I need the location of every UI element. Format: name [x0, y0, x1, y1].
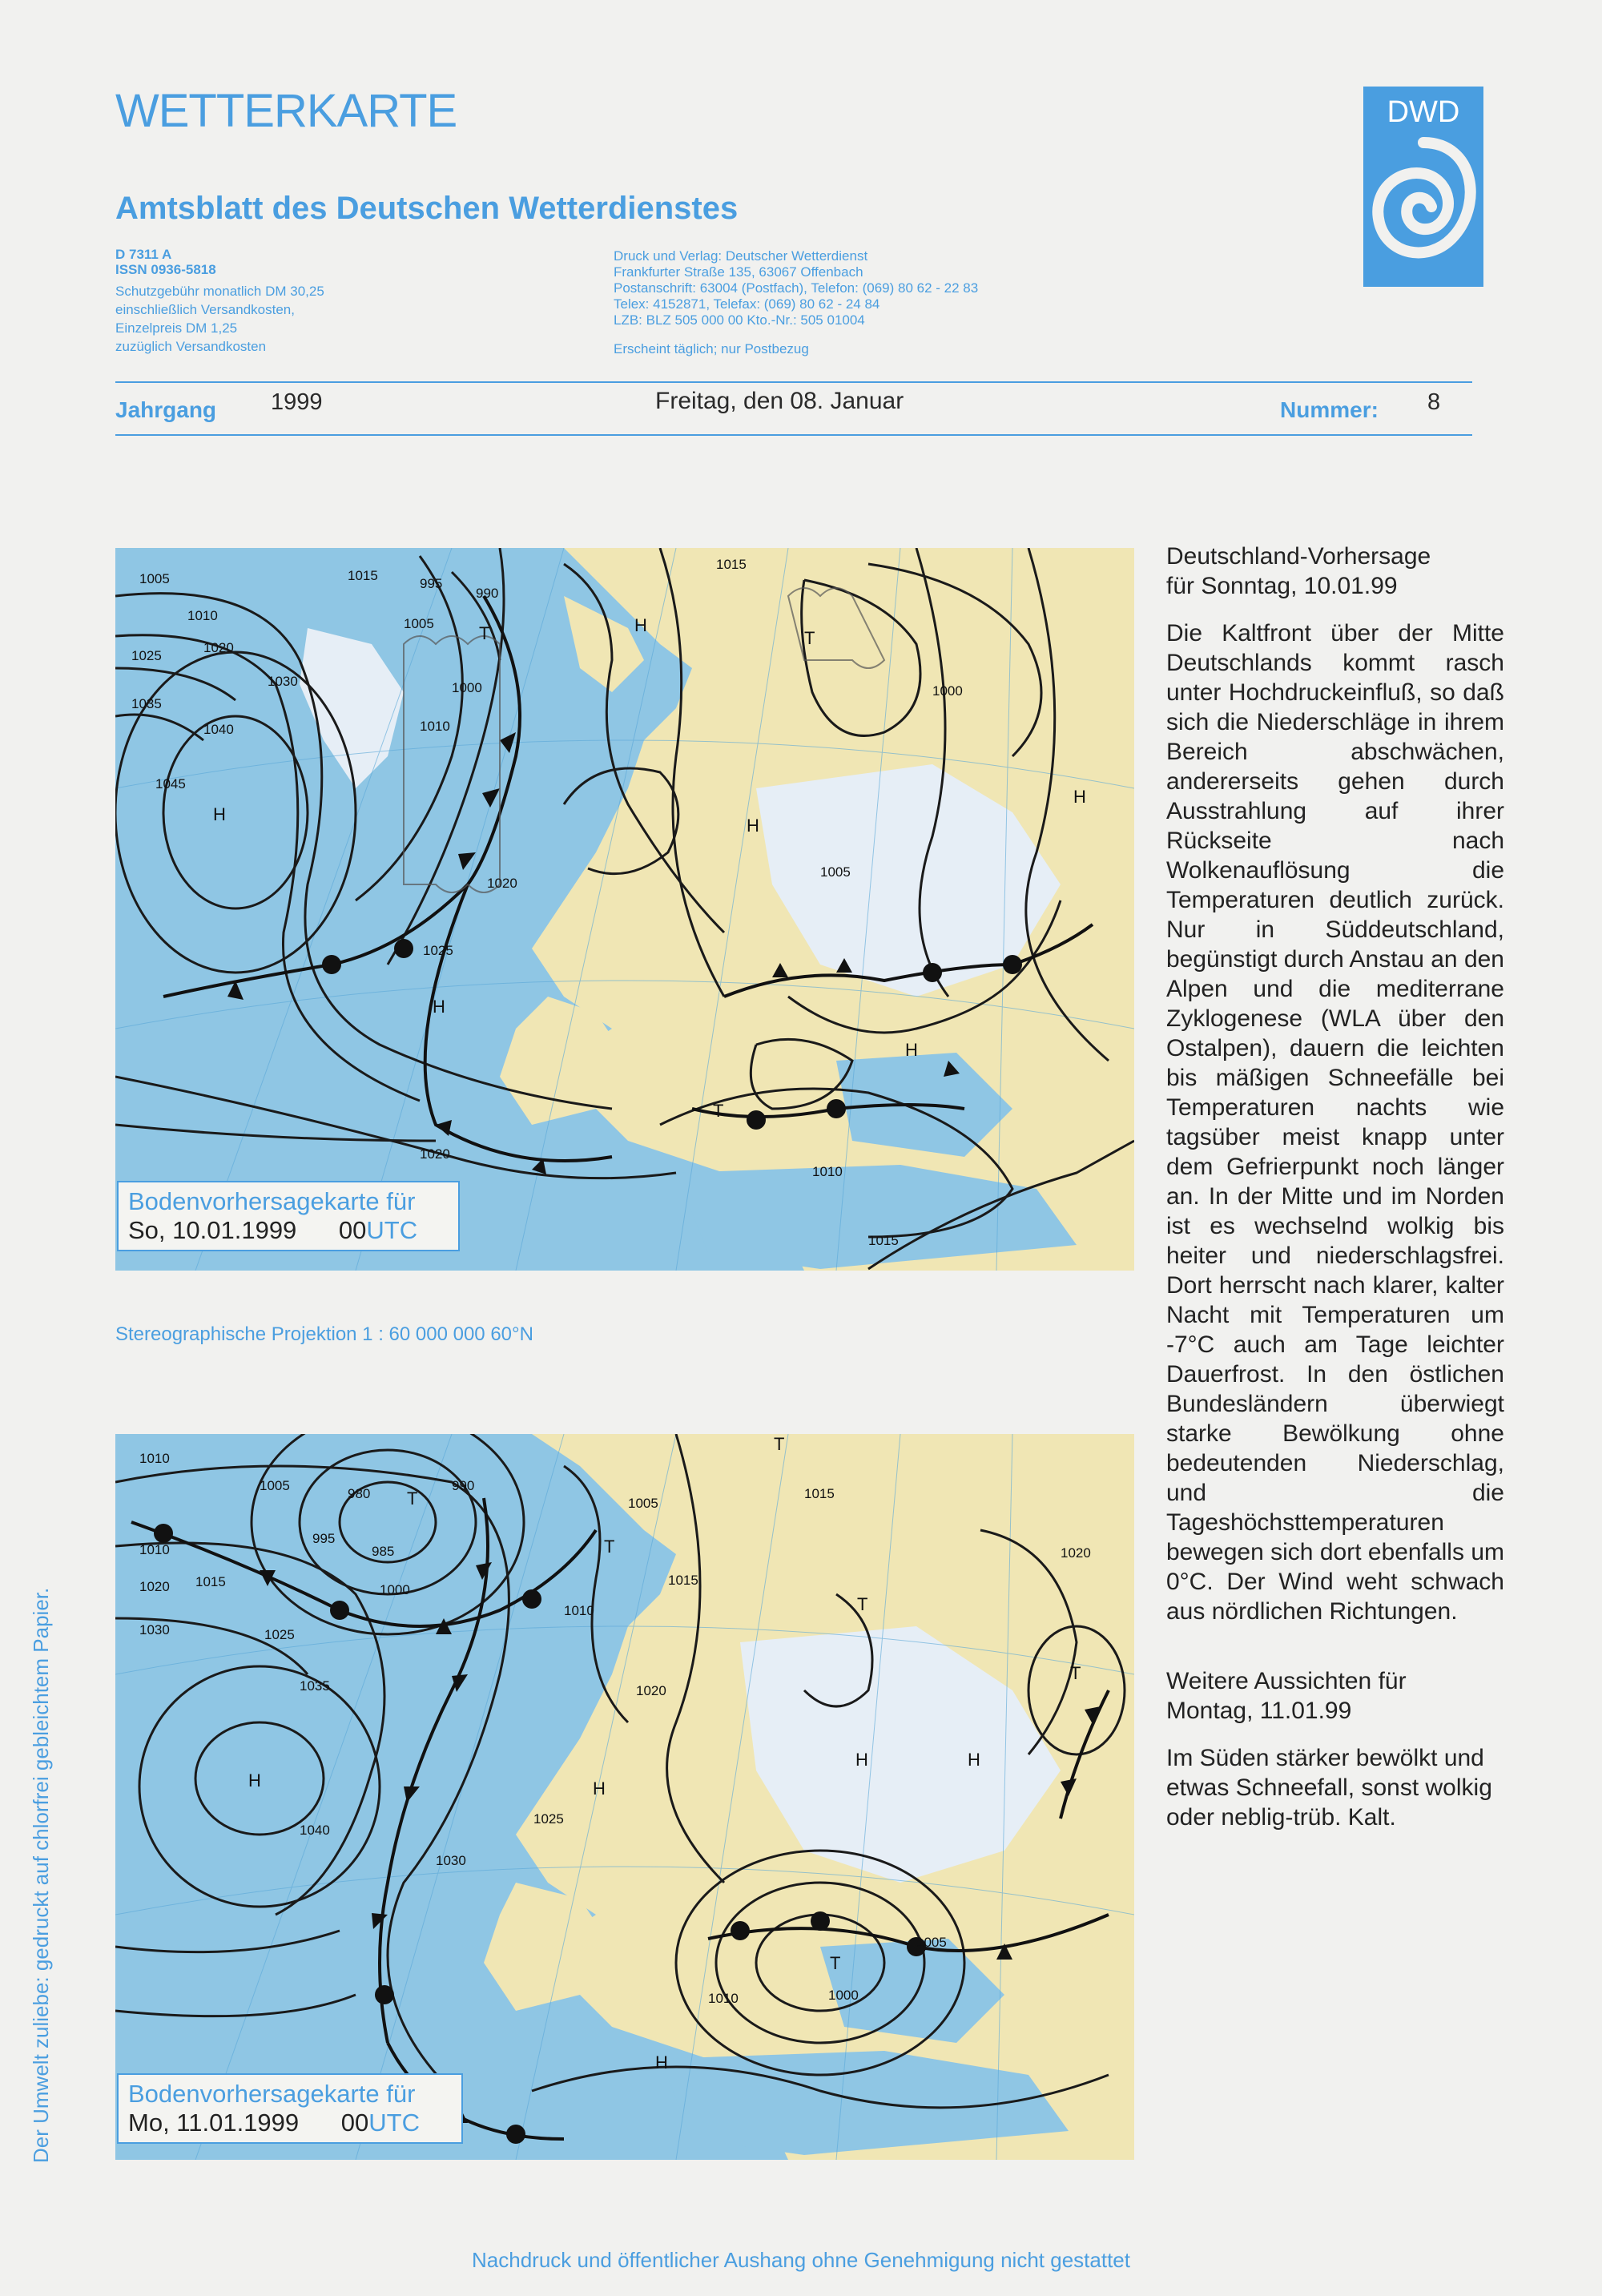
forecast-heading: [1166, 542, 1504, 601]
meta-line: LZB: BLZ 505 000 00 Kto.-Nr.: 505 01004: [614, 312, 865, 328]
isobar-label: 980: [348, 1486, 371, 1501]
isobar-label: 1020: [1061, 1545, 1091, 1561]
environment-note: Der Umwelt zuliebe: gedruckt auf chlorfrei gebleichtem Papier.: [29, 1587, 53, 2163]
pressure-center: T: [713, 1101, 724, 1121]
isobar-label: 1020: [203, 640, 234, 655]
pressure-center: H: [1073, 787, 1086, 807]
isobar-label: 995: [312, 1531, 336, 1546]
publication-meta-left: [115, 245, 324, 356]
isobar-label: 1000: [932, 683, 963, 699]
isobar-label: 1010: [420, 719, 450, 734]
pressure-center: T: [1070, 1663, 1081, 1683]
pressure-center: H: [747, 816, 759, 836]
isobar-label: 1015: [804, 1486, 835, 1501]
pressure-center: H: [655, 2052, 668, 2072]
pressure-center: T: [604, 1537, 615, 1557]
isobar-label: 1005: [404, 616, 434, 631]
isobar-label: 1005: [139, 571, 170, 586]
isobar-label: 990: [476, 586, 499, 601]
map1-caption: [117, 1181, 460, 1251]
header-divider: [115, 381, 1472, 383]
isobar-label: 1005: [260, 1478, 290, 1493]
caption-date: Mo, 11.01.1999: [128, 2109, 300, 2137]
weather-map-sunday: [115, 548, 1134, 1271]
isobar-label: 1015: [668, 1573, 698, 1588]
outlook-section: [1166, 1666, 1504, 1832]
header-divider: [115, 434, 1472, 436]
pressure-center: H: [213, 804, 226, 824]
isobar-label: 990: [452, 1478, 475, 1493]
dwd-logo: [1363, 87, 1483, 287]
isobar-label: 1010: [812, 1164, 843, 1179]
pressure-center: H: [433, 997, 445, 1017]
isobar-label: 1025: [264, 1627, 295, 1642]
nummer-label: Nummer:: [1280, 397, 1379, 422]
isobar-label: 1035: [300, 1678, 330, 1694]
outlook-heading-line1: Weitere Aussichten für: [1166, 1668, 1407, 1694]
issue-date: Freitag, den 08. Januar: [655, 388, 904, 414]
logo-text: DWD: [1387, 95, 1460, 129]
pressure-center: H: [968, 1750, 980, 1770]
isobar-label: 1045: [155, 776, 186, 792]
isobar-label: 1010: [187, 608, 218, 623]
caption-datetime: [128, 1216, 449, 1245]
forecast-section: [1166, 542, 1504, 1626]
isobar-label: 1010: [564, 1603, 594, 1618]
caption-utc: UTC: [368, 2109, 420, 2137]
isobar-label: 1010: [139, 1451, 170, 1466]
page-title: WETTERKARTE: [115, 85, 457, 137]
pressure-center: T: [479, 623, 490, 643]
isobar-label: 1040: [203, 722, 234, 737]
pressure-center: H: [593, 1778, 606, 1799]
jahrgang-label: Jahrgang: [115, 397, 217, 422]
isobar-label: 1025: [533, 1811, 564, 1827]
meta-line: D 7311 A: [115, 247, 172, 262]
meta-line: Telex: 4152871, Telefax: (069) 80 62 - 24 84: [614, 296, 880, 312]
isobar-label: 1015: [195, 1574, 226, 1589]
pressure-center: T: [774, 1434, 785, 1454]
isobar-label: 985: [372, 1544, 395, 1559]
isobar-label: 1035: [131, 696, 162, 711]
pressure-center: H: [634, 615, 647, 635]
isobar-label: 1025: [423, 943, 453, 958]
publication-meta-right: [614, 248, 978, 357]
caption-datetime: [128, 2109, 452, 2137]
map2-caption: [117, 2073, 463, 2144]
pressure-center: T: [804, 628, 815, 648]
isobar-label: 1020: [636, 1683, 666, 1698]
meta-line: Schutzgebühr monatlich DM 30,25: [115, 284, 324, 299]
caption-date: So, 10.01.1999: [128, 1216, 297, 1244]
pressure-center: H: [855, 1750, 868, 1770]
forecast-body: Die Kaltfront über der Mitte Deutschlands kommt rasch unter Hochdruckeinfluß, so daß sich die Niederschläge in ihrem Bereich abschwächen, andererseits gehen durch Ausstrahlung auf ihrer Rückseite nach Wolkenauflösung die Temperaturen deutlich zurück. Nur in Süddeutschland, begünstigt durch Anstau an den Alpen und die mediterrane Zyklogenese (WLA über den Ostalpen), dauern die leichten bis mäßigen Schneefälle bei Temperaturen nachts wie tagsüber meist knapp unter dem Gefrierpunkt noch länger an. In der Mitte und im Norden ist es wechselnd wolkig bis heiter und niederschlagsfrei. Dort herrscht nach klarer, kalter Nacht mit Temperaturen um -7°C auch am Tage leichter Dauerfrost. In den östlichen Bundesländern überwiegt starke Bewölkung ohne bedeutenden Niederschlag, und die Tageshöchsttemperaturen bewegen sich dort ebenfalls um 0°C. Der Wind weht schwach aus nördlichen Richtungen.: [1166, 620, 1504, 1625]
meta-line: Frankfurter Straße 135, 63067 Offenbach: [614, 264, 863, 280]
jahrgang-value: 1999: [271, 389, 323, 415]
forecast-heading-line1: Deutschland-Vorhersage: [1166, 543, 1431, 570]
isobar-label: 1005: [820, 864, 851, 880]
nummer-value: 8: [1427, 389, 1441, 415]
isobar-label: 1020: [420, 1146, 450, 1162]
meta-line: Postanschrift: 63004 (Postfach), Telefon: (069) 80 62 - 22 83: [614, 280, 979, 296]
isobar-label: 1005: [628, 1496, 658, 1511]
projection-note: Stereographische Projektion 1 : 60 000 000 60°N: [115, 1323, 533, 1345]
isobar-label: 1015: [868, 1233, 899, 1248]
isobar-label: 1005: [916, 1935, 947, 1950]
pressure-center: T: [830, 1953, 841, 1973]
caption-time: 00: [338, 1216, 367, 1244]
isobar-label: 1030: [139, 1622, 170, 1637]
caption-time: 00: [340, 2109, 369, 2137]
meta-line: Erscheint täglich; nur Postbezug: [614, 341, 809, 356]
meta-line: Einzelpreis DM 1,25: [115, 320, 238, 336]
isobar-label: 1000: [452, 680, 482, 695]
isobar-label: 1000: [828, 1988, 859, 2003]
page-subtitle: Amtsblatt des Deutschen Wetterdienstes: [115, 191, 739, 226]
caption-title: Bodenvorhersagekarte für: [128, 2080, 416, 2108]
pressure-center: T: [857, 1594, 868, 1614]
caption-utc: UTC: [366, 1216, 418, 1244]
isobar-label: 995: [420, 576, 443, 591]
meta-line: Druck und Verlag: Deutscher Wetterdienst: [614, 248, 868, 264]
pressure-center: H: [905, 1040, 918, 1060]
outlook-heading: [1166, 1666, 1504, 1726]
isobar-label: 1010: [139, 1542, 170, 1557]
forecast-heading-line2: für Sonntag, 10.01.99: [1166, 573, 1398, 599]
isobar-label: 1015: [716, 557, 747, 572]
isobar-label: 1010: [708, 1991, 739, 2006]
pressure-center: T: [407, 1488, 418, 1509]
outlook-body: Im Süden stärker bewölkt und etwas Schneefall, sonst wolkig oder neblig-trüb. Kalt.: [1166, 1745, 1492, 1831]
outlook-heading-line2: Montag, 11.01.99: [1166, 1698, 1352, 1724]
weather-map-monday: [115, 1434, 1134, 2160]
isobar-label: 1020: [139, 1579, 170, 1594]
footer-note: Nachdruck und öffentlicher Aushang ohne Genehmigung nicht gestattet: [472, 2248, 1130, 2272]
isobar-label: 1000: [380, 1582, 410, 1597]
meta-line: zuzüglich Versandkosten: [115, 339, 267, 354]
isobar-label: 1040: [300, 1823, 330, 1838]
isobar-label: 1020: [487, 876, 517, 891]
caption-title: Bodenvorhersagekarte für: [128, 1187, 416, 1215]
isobar-label: 1030: [268, 674, 298, 689]
meta-line: ISSN 0936-5818: [115, 262, 216, 277]
isobar-label: 1025: [131, 648, 162, 663]
meta-line: einschließlich Versandkosten,: [115, 302, 295, 317]
pressure-center: H: [248, 1770, 261, 1790]
isobar-label: 1030: [436, 1853, 466, 1868]
isobar-label: 1015: [348, 568, 378, 583]
